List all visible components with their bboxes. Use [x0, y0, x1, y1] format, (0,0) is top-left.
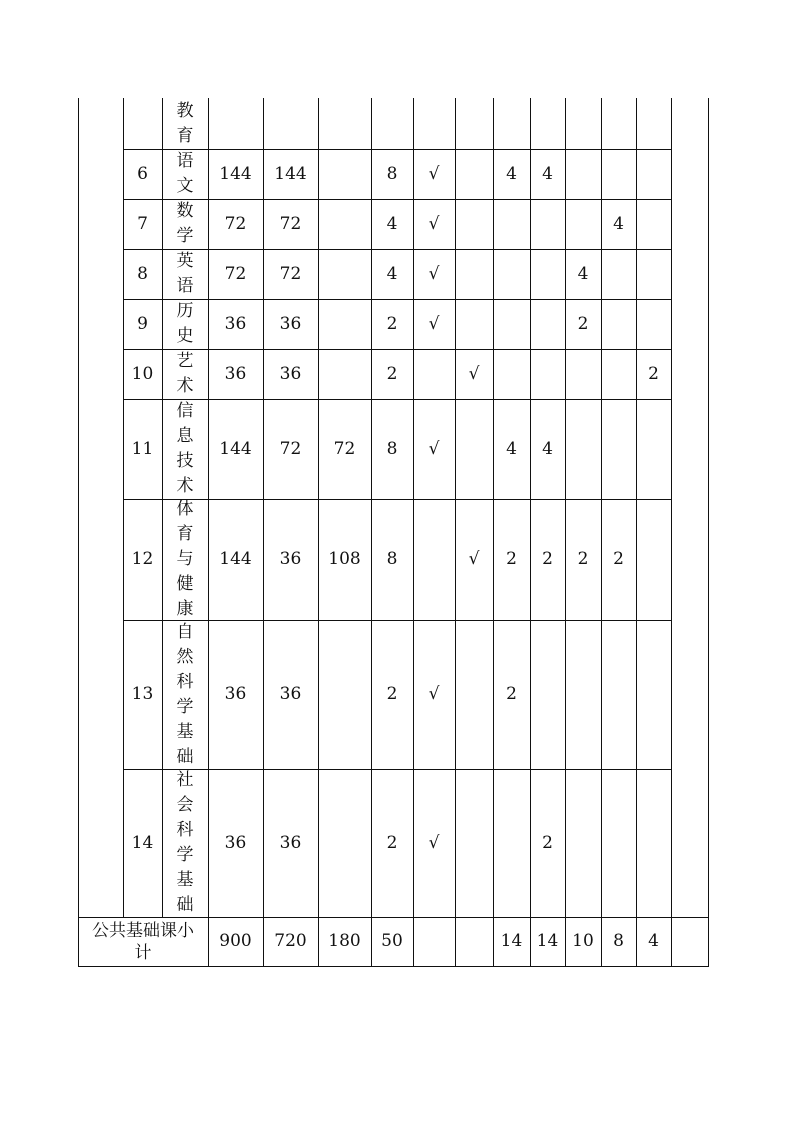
cell-practice [318, 769, 371, 917]
cell-s2-text: 2 [542, 549, 553, 569]
course-name-text: 信 息 技 术 [176, 401, 194, 496]
cell-s5 [636, 499, 671, 620]
cell-s2 [530, 249, 565, 299]
cell-theory-text: 36 [279, 832, 302, 853]
cell-s3 [565, 769, 601, 917]
cell-s3-text: 2 [577, 549, 589, 569]
cell-s4 [601, 299, 636, 349]
cell-exam-text: √ [428, 213, 440, 234]
cell-check [455, 399, 493, 499]
cell-s4 [601, 769, 636, 917]
cell-credits [371, 249, 413, 299]
subtotal-s5 [636, 917, 671, 966]
cell-practice [318, 149, 371, 199]
cell-theory [263, 149, 318, 199]
cell-credits [371, 769, 413, 917]
subtotal-s1-text: 14 [500, 931, 523, 951]
cell-total [208, 149, 263, 199]
cell-practice [318, 299, 371, 349]
subtotal-s2 [530, 917, 565, 966]
cell-s1 [493, 499, 530, 620]
cell-total-text: 36 [224, 832, 247, 853]
cell-theory-text: 36 [279, 363, 302, 384]
cell-s2 [530, 769, 565, 917]
cell-practice [318, 249, 371, 299]
cell-exam-text: √ [428, 263, 440, 284]
cell-s1 [493, 769, 530, 917]
cell-s2-text: 2 [542, 832, 553, 853]
cell-theory [263, 349, 318, 399]
course-name-text: 数 学 [176, 201, 194, 246]
cell-total [208, 769, 263, 917]
cell-credits [371, 349, 413, 399]
cell-check-text: √ [468, 549, 480, 569]
cell-exam [413, 349, 455, 399]
cell-practice-text: 108 [328, 549, 361, 569]
cell-credits-text: 2 [386, 832, 398, 853]
cell-s2 [530, 499, 565, 620]
cell-total [208, 620, 263, 769]
cell-s1-text: 2 [506, 684, 517, 704]
subtotal-s2-text: 14 [536, 931, 559, 951]
subtotal-theory [263, 917, 318, 966]
cell-s3 [565, 620, 601, 769]
course-name [162, 499, 208, 620]
cell-s1 [493, 149, 530, 199]
cell-total-text: 36 [224, 363, 247, 384]
subtotal-label-cell [78, 917, 208, 966]
cell-s5 [636, 620, 671, 769]
cell-practice-text: 72 [333, 438, 356, 459]
cell-credits [371, 199, 413, 249]
cell-total-text: 144 [219, 438, 252, 459]
row-number [123, 199, 162, 249]
course-name-text: 艺 术 [176, 351, 194, 396]
cell-exam [413, 620, 455, 769]
cell-s3 [565, 299, 601, 349]
cell-s3 [565, 149, 601, 199]
cell-exam [413, 249, 455, 299]
cell-s4-text: 4 [613, 213, 624, 234]
cell-s2 [530, 620, 565, 769]
course-name [162, 399, 208, 499]
row-number-text: 6 [137, 163, 148, 184]
cell-s3 [565, 349, 601, 399]
cell-total-text: 36 [224, 684, 247, 704]
subtotal-s3 [565, 917, 601, 966]
cell-s5 [636, 149, 671, 199]
cell-total-text: 144 [219, 549, 252, 569]
cell-s5 [636, 349, 671, 399]
subtotal-credits-text: 50 [381, 931, 403, 951]
course-name [162, 249, 208, 299]
subtotal-s4 [601, 917, 636, 966]
row-number-text: 12 [131, 549, 154, 569]
course-name-text: 英 语 [176, 251, 194, 296]
row-number-text: 11 [131, 438, 154, 459]
course-name-text: 社 会 科 学 基 础 [176, 770, 194, 915]
cell-s3-text: 4 [577, 263, 589, 284]
course-name-text: 历 史 [176, 301, 194, 346]
cell-s2 [530, 299, 565, 349]
cell-s4 [601, 499, 636, 620]
cell-s5 [636, 249, 671, 299]
table-border-left [78, 98, 79, 967]
cell-theory-text: 72 [279, 438, 302, 459]
row-number-text: 10 [131, 363, 154, 384]
course-name-text: 语 文 [176, 151, 194, 196]
cell-s5-text: 2 [648, 363, 659, 384]
cell-check [455, 299, 493, 349]
cell-credits-text: 8 [386, 163, 398, 184]
cell-check [455, 249, 493, 299]
cell-total [208, 499, 263, 620]
cell-credits [371, 499, 413, 620]
cell-theory-text: 144 [274, 163, 307, 184]
course-name [162, 620, 208, 769]
cell-practice [318, 349, 371, 399]
cell-theory [263, 249, 318, 299]
cell-s5 [636, 769, 671, 917]
course-name [162, 349, 208, 399]
cell-s5 [636, 199, 671, 249]
cell-credits-text: 4 [386, 213, 398, 234]
course-name-continued-text: 教 育 [176, 100, 194, 146]
row-number [123, 249, 162, 299]
subtotal-s4-text: 8 [613, 931, 624, 951]
subtotal-credits [371, 917, 413, 966]
row-number [123, 349, 162, 399]
cell-s2 [530, 399, 565, 499]
subtotal-exam [413, 917, 455, 966]
cell-total [208, 399, 263, 499]
course-name [162, 299, 208, 349]
cell-exam-text: √ [428, 313, 440, 334]
subtotal-check [455, 917, 493, 966]
subtotal-practice [318, 917, 371, 966]
row-number [123, 499, 162, 620]
subtotal-total [208, 917, 263, 966]
subtotal-total-text: 900 [219, 931, 252, 951]
subtotal-s3-text: 10 [572, 931, 594, 951]
cell-credits [371, 399, 413, 499]
col-divider [671, 98, 672, 967]
cell-practice [318, 399, 371, 499]
cell-s2-text: 4 [542, 438, 553, 459]
row-number [123, 620, 162, 769]
row-number-text: 13 [131, 684, 154, 704]
cell-s2 [530, 349, 565, 399]
cell-s4 [601, 199, 636, 249]
cell-theory [263, 299, 318, 349]
cell-practice [318, 199, 371, 249]
table-border-bottom [78, 966, 709, 967]
cell-credits-text: 2 [386, 363, 398, 384]
cell-s5 [636, 399, 671, 499]
cell-credits-text: 4 [386, 263, 398, 284]
cell-total [208, 349, 263, 399]
cell-credits-text: 2 [386, 684, 398, 704]
cell-exam [413, 499, 455, 620]
cell-s3-text: 2 [577, 313, 589, 334]
row-number [123, 769, 162, 917]
cell-theory-text: 36 [279, 684, 302, 704]
cell-s3 [565, 249, 601, 299]
cell-exam-text: √ [428, 832, 440, 853]
cell-check [455, 199, 493, 249]
cell-exam [413, 399, 455, 499]
cell-s4 [601, 620, 636, 769]
cell-s4 [601, 249, 636, 299]
cell-credits [371, 299, 413, 349]
cell-total [208, 249, 263, 299]
cell-s1-text: 4 [506, 163, 517, 184]
cell-s1 [493, 349, 530, 399]
course-name [162, 149, 208, 199]
cell-check [455, 499, 493, 620]
subtotal-s5-text: 4 [648, 931, 659, 951]
cell-s2-text: 4 [542, 163, 553, 184]
row-number [123, 399, 162, 499]
cell-total-text: 36 [224, 313, 247, 334]
row-number [123, 299, 162, 349]
cell-theory-text: 72 [279, 263, 302, 284]
cell-s4-text: 2 [613, 549, 624, 569]
row-number-text: 9 [137, 313, 148, 334]
subtotal-practice-text: 180 [328, 931, 361, 951]
cell-theory [263, 499, 318, 620]
cell-check-text: √ [468, 363, 480, 384]
cell-check [455, 620, 493, 769]
cell-exam-text: √ [428, 163, 440, 184]
cell-exam-text: √ [428, 438, 440, 459]
cell-s1-text: 4 [506, 438, 517, 459]
cell-total-text: 72 [224, 263, 247, 284]
cell-s3 [565, 399, 601, 499]
cell-theory-text: 36 [279, 549, 302, 569]
cell-theory [263, 199, 318, 249]
cell-total [208, 299, 263, 349]
cell-credits-text: 8 [386, 438, 398, 459]
cell-s3 [565, 499, 601, 620]
cell-credits [371, 149, 413, 199]
cell-s2 [530, 199, 565, 249]
cell-check [455, 769, 493, 917]
cell-check [455, 349, 493, 399]
cell-theory-text: 72 [279, 213, 302, 234]
cell-theory-text: 36 [279, 313, 302, 334]
cell-practice [318, 499, 371, 620]
cell-total [208, 199, 263, 249]
course-name-continued [162, 98, 208, 149]
cell-s1 [493, 399, 530, 499]
cell-exam [413, 199, 455, 249]
table-border-right [708, 98, 709, 967]
cell-exam [413, 149, 455, 199]
cell-s1 [493, 249, 530, 299]
cell-s3 [565, 199, 601, 249]
cell-theory [263, 620, 318, 769]
cell-credits-text: 2 [386, 313, 398, 334]
cell-credits-text: 8 [386, 549, 398, 569]
course-name-text: 自 然 科 学 基 础 [176, 621, 194, 767]
row-number [123, 149, 162, 199]
cell-exam-text: √ [428, 684, 440, 704]
cell-s1 [493, 299, 530, 349]
cell-s1 [493, 199, 530, 249]
cell-check [455, 149, 493, 199]
subtotal-theory-text: 720 [274, 931, 307, 951]
cell-s5 [636, 299, 671, 349]
row-number-text: 7 [137, 213, 148, 234]
subtotal-s1 [493, 917, 530, 966]
cell-practice [318, 620, 371, 769]
subtotal-label: 公共基础课小计 [92, 920, 194, 963]
cell-theory [263, 399, 318, 499]
cell-exam [413, 769, 455, 917]
cell-s4 [601, 399, 636, 499]
cell-s1-text: 2 [506, 549, 517, 569]
cell-s2 [530, 149, 565, 199]
cell-total-text: 144 [219, 163, 252, 184]
course-name-text: 体 育 与 健 康 [176, 499, 194, 619]
row-number-text: 14 [131, 832, 154, 853]
cell-theory [263, 769, 318, 917]
cell-s4 [601, 349, 636, 399]
cell-credits [371, 620, 413, 769]
cell-s1 [493, 620, 530, 769]
course-name [162, 769, 208, 917]
row-number-text: 8 [137, 263, 148, 284]
cell-exam [413, 299, 455, 349]
course-name [162, 199, 208, 249]
cell-s4 [601, 149, 636, 199]
cell-total-text: 72 [224, 213, 247, 234]
